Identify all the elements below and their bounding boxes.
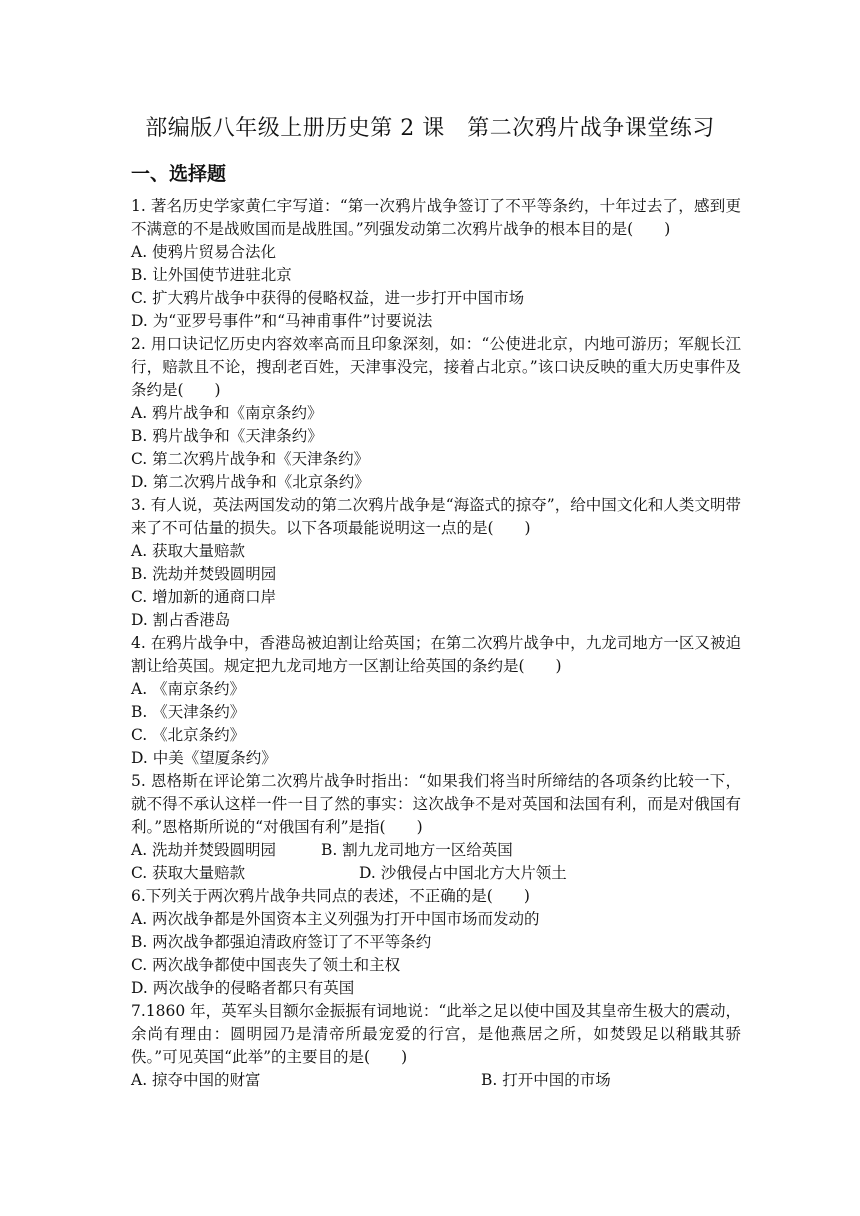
question-stem: 7.1860 年，英军头目额尔金振振有词地说：“此举之足以使中国及其皇帝生极大的震动，余尚有理由：圆明园乃是清帝所最宠爱的行宫，是他燕居之所，如焚毁足以稍戢其骄佚。”可见英国“此举”的主要目的是( )	[131, 1002, 741, 1066]
option-a: A. 《南京条约》	[131, 680, 246, 698]
question-stem: 5. 恩格斯在评论第二次鸦片战争时指出：“如果我们将当时所缔结的各项条约比较一下，就不得不承认这样一件一目了然的事实：这次战争不是对英国和法国有利，而是对俄国有利。”恩格斯所说的“对俄国有利”是指( )	[131, 772, 741, 836]
option-c: C. 增加新的通商口岸	[131, 588, 277, 606]
option-c: C. 第二次鸦片战争和《天津条约》	[131, 450, 370, 468]
option-a: A. 使鸦片贸易合法化	[131, 243, 277, 261]
option-a: A. 鸦片战争和《南京条约》	[131, 404, 323, 422]
section-heading: 一、选择题	[131, 163, 227, 185]
option-d: D. 中美《望厦条约》	[131, 749, 277, 767]
option-a: A. 两次战争都是外国资本主义列强为打开中国市场而发动的	[131, 910, 540, 928]
option-a: A. 获取大量赔款	[131, 542, 246, 560]
option-b: B. 洗劫并焚毁圆明园	[131, 565, 277, 583]
option-a: A. 洗劫并焚毁圆明园	[131, 841, 277, 859]
question-list	[131, 195, 741, 1092]
option-c: C. 两次战争都使中国丧失了领土和主权	[131, 956, 401, 974]
option-c: C. 扩大鸦片战争中获得的侵略权益，进一步打开中国市场	[131, 289, 525, 307]
option-d: D. 沙俄侵占中国北方大片领土	[359, 864, 567, 882]
option-a: A. 掠夺中国的财富	[131, 1071, 261, 1089]
option-row	[131, 862, 741, 885]
option-b: B. 打开中国的市场	[481, 1071, 611, 1089]
question-stem: 4. 在鸦片战争中，香港岛被迫割让给英国；在第二次鸦片战争中，九龙司地方一区又被迫割让给英国。规定把九龙司地方一区割让给英国的条约是( )	[131, 634, 741, 675]
question-stem: 2. 用口诀记忆历史内容效率高而且印象深刻，如：“公使进北京，内地可游历；军舰长江行，赔款且不论，搜刮老百姓，天津事没完，接着占北京。”该口诀反映的重大历史事件及条约是( )	[131, 335, 741, 399]
page-title: 部编版八年级上册历史第 2 课 第二次鸦片战争课堂练习	[145, 116, 715, 141]
option-d: D. 割占香港岛	[131, 611, 231, 629]
option-d: D. 两次战争的侵略者都只有英国	[131, 979, 355, 997]
option-d: D. 第二次鸦片战争和《北京条约》	[131, 473, 370, 491]
option-c: C. 《北京条约》	[131, 726, 246, 744]
question-stem: 1. 著名历史学家黄仁宇写道：“第一次鸦片战争签订了不平等条约，十年过去了，感到更不满意的不是战败国而是战胜国。”列强发动第二次鸦片战争的根本目的是( )	[131, 197, 741, 238]
option-b: B. 让外国使节进驻北京	[131, 266, 292, 284]
option-row	[131, 1069, 741, 1092]
question-stem: 6.下列关于两次鸦片战争共同点的表述，不正确的是( )	[131, 887, 530, 905]
option-b: B. 鸦片战争和《天津条约》	[131, 427, 323, 445]
option-d: D. 为“亚罗号事件”和“马神甫事件”讨要说法	[131, 312, 433, 330]
option-b: B. 《天津条约》	[131, 703, 246, 721]
option-b: B. 割九龙司地方一区给英国	[321, 841, 513, 859]
option-c: C. 获取大量赔款	[131, 864, 246, 882]
option-b: B. 两次战争都强迫清政府签订了不平等条约	[131, 933, 432, 951]
option-row	[131, 839, 741, 862]
question-stem: 3. 有人说，英法两国发动的第二次鸦片战争是“海盗式的掠夺”，给中国文化和人类文明带来了不可估量的损失。以下各项最能说明这一点的是( )	[131, 496, 741, 537]
